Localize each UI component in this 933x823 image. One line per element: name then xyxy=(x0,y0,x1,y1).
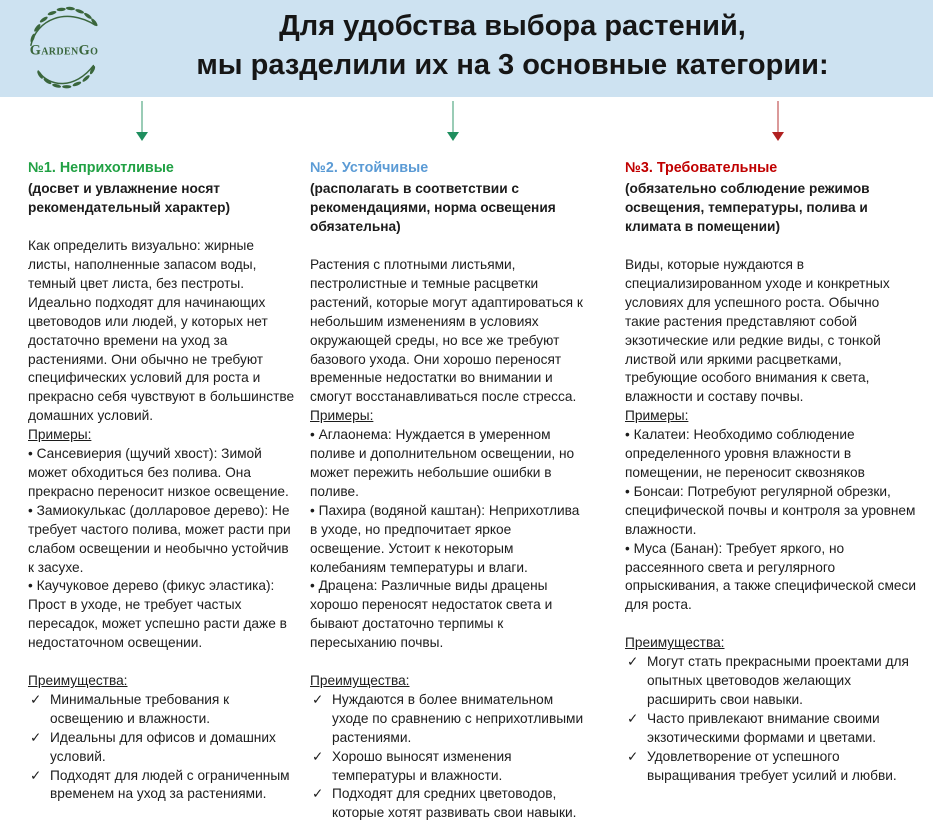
benefit-item: ✓ Нуждаются в более внимательном уходе по сравнению с неприхотливыми растениями. xyxy=(310,691,587,748)
example-item: • Замиокулькас (долларовое дерево): Не требует частого полива, может расти при слабом освещении и необычно устойчив к засухе. xyxy=(28,502,296,578)
example-item: • Сансевиерия (щучий хвост): Зимой может обходиться без полива. Она прекрасно переносит низкое освещение. xyxy=(28,445,296,502)
example-item: • Каучуковое дерево (фикус эластика): Прост в уходе, не требует частых пересадок, может успешно расти даже в недостаточном освещении. xyxy=(28,577,296,653)
benefit-item: ✓ Могут стать прекрасными проектами для опытных цветоводов желающих расширить свои навыки. xyxy=(625,653,917,710)
example-item: • Муса (Банан): Требует яркого, но рассеянного света и регулярного опрыскивания, а также специфической смеси для роста. xyxy=(625,540,917,616)
arrow-shaft xyxy=(452,101,454,132)
arrow-down-icon-col2 xyxy=(446,101,460,141)
header-banner xyxy=(0,0,933,97)
benefit-item: ✓ Часто привлекают внимание своими экзотическими формами и цветами. xyxy=(625,710,917,748)
category-heading: №2. Устойчивые xyxy=(310,160,429,176)
arrow-head xyxy=(772,132,784,141)
category-subtitle: (досвет и увлажнение носят рекомендательный характер) xyxy=(28,181,231,216)
category-subtitle: (обязательно соблюдение режимов освещения, температуры, полива и климата в помещении) xyxy=(625,181,870,235)
benefit-item: ✓ Удовлетворение от успешного выращивания требует усилий и любви. xyxy=(625,748,917,786)
category-column-resilient xyxy=(310,159,587,823)
benefit-item: ✓ Подходят для людей с ограниченным временем на уход за растениями. xyxy=(28,767,296,805)
arrow-shaft xyxy=(141,101,143,132)
benefit-item: ✓ Идеальны для офисов и домашних условий. xyxy=(28,729,296,767)
example-item: • Аглаонема: Нуждается в умеренном поливе и дополнительном освещении, но может пережить небольшие ошибки в поливе. xyxy=(310,426,587,502)
category-description: Растения с плотными листьями, пестролистные и темные расцветки растений, которые могут адаптироваться к небольшим изменениям в условиях окружающей среды, но все же требуют базового ухода. Они хорошо переносят временные недостатки во внимании и смогут восстанавливаться после стресса. xyxy=(310,257,583,405)
benefits-label: Преимущества: xyxy=(625,635,725,651)
example-item: • Калатеи: Необходимо соблюдение определенного уровня влажности в помещении, не переносит сквозняков xyxy=(625,426,917,483)
category-description: Как определить визуально: жирные листы, наполненные запасом воды, темный цвет листа, без пестроты. Идеально подходят для начинающих цветоводов или людей, у которых нет достаточно времени на уход за растениями. Они обычно не требуют специфических условий для роста и прекрасно себя чувствуют в большинстве домашних условий. xyxy=(28,238,295,424)
benefit-item: ✓ Хорошо выносят изменения температуры и влажности. xyxy=(310,748,587,786)
category-heading: №1. Неприхотливые xyxy=(28,160,174,176)
examples-label: Примеры: xyxy=(28,427,92,443)
benefit-item: ✓ Подходят для средних цветоводов, которые хотят развивать свои навыки. xyxy=(310,785,587,823)
benefits-label: Преимущества: xyxy=(310,673,410,689)
arrow-head xyxy=(447,132,459,141)
arrow-shaft xyxy=(777,101,779,132)
page-title xyxy=(92,7,933,85)
examples-label: Примеры: xyxy=(310,408,374,424)
example-item: • Пахира (водяной каштан): Неприхотлива в уходе, но предпочитает яркое освещение. Устоит к некоторым колебаниям температуры и влаги. xyxy=(310,502,587,578)
category-subtitle: (располагать в соответствии с рекомендациями, норма освещения обязательна) xyxy=(310,181,556,235)
arrow-head xyxy=(136,132,148,141)
category-column-unpretentious xyxy=(28,159,296,804)
benefits-label: Преимущества: xyxy=(28,673,128,689)
examples-label: Примеры: xyxy=(625,408,689,424)
benefit-item: ✓ Минимальные требования к освещению и влажности. xyxy=(28,691,296,729)
category-description: Виды, которые нуждаются в специализированном уходе и конкретных условиях для успешного роста. Обычно такие растения представляют собой экзотические или редкие виды, с тонкой листвой или яркими расцветками, требующие особого внимания к света, влажности и составу почвы. xyxy=(625,257,890,405)
example-item: • Драцена: Различные виды драцены хорошо переносят недостаток света и бывают достаточно терпимы к пересыханию почвы. xyxy=(310,577,587,653)
logo-text: GardenGo xyxy=(29,42,99,59)
category-heading: №3. Требовательные xyxy=(625,160,778,176)
category-column-demanding xyxy=(625,159,917,785)
title-line-1: Для удобства выбора растений, xyxy=(279,10,746,42)
arrow-down-icon-col1 xyxy=(135,101,149,141)
title-line-2: мы разделили их на 3 основные категории: xyxy=(196,49,829,81)
example-item: • Бонсаи: Потребуют регулярной обрезки, специфической почвы и контроля за уровнем влажности. xyxy=(625,483,917,540)
arrow-down-icon-col3 xyxy=(771,101,785,141)
